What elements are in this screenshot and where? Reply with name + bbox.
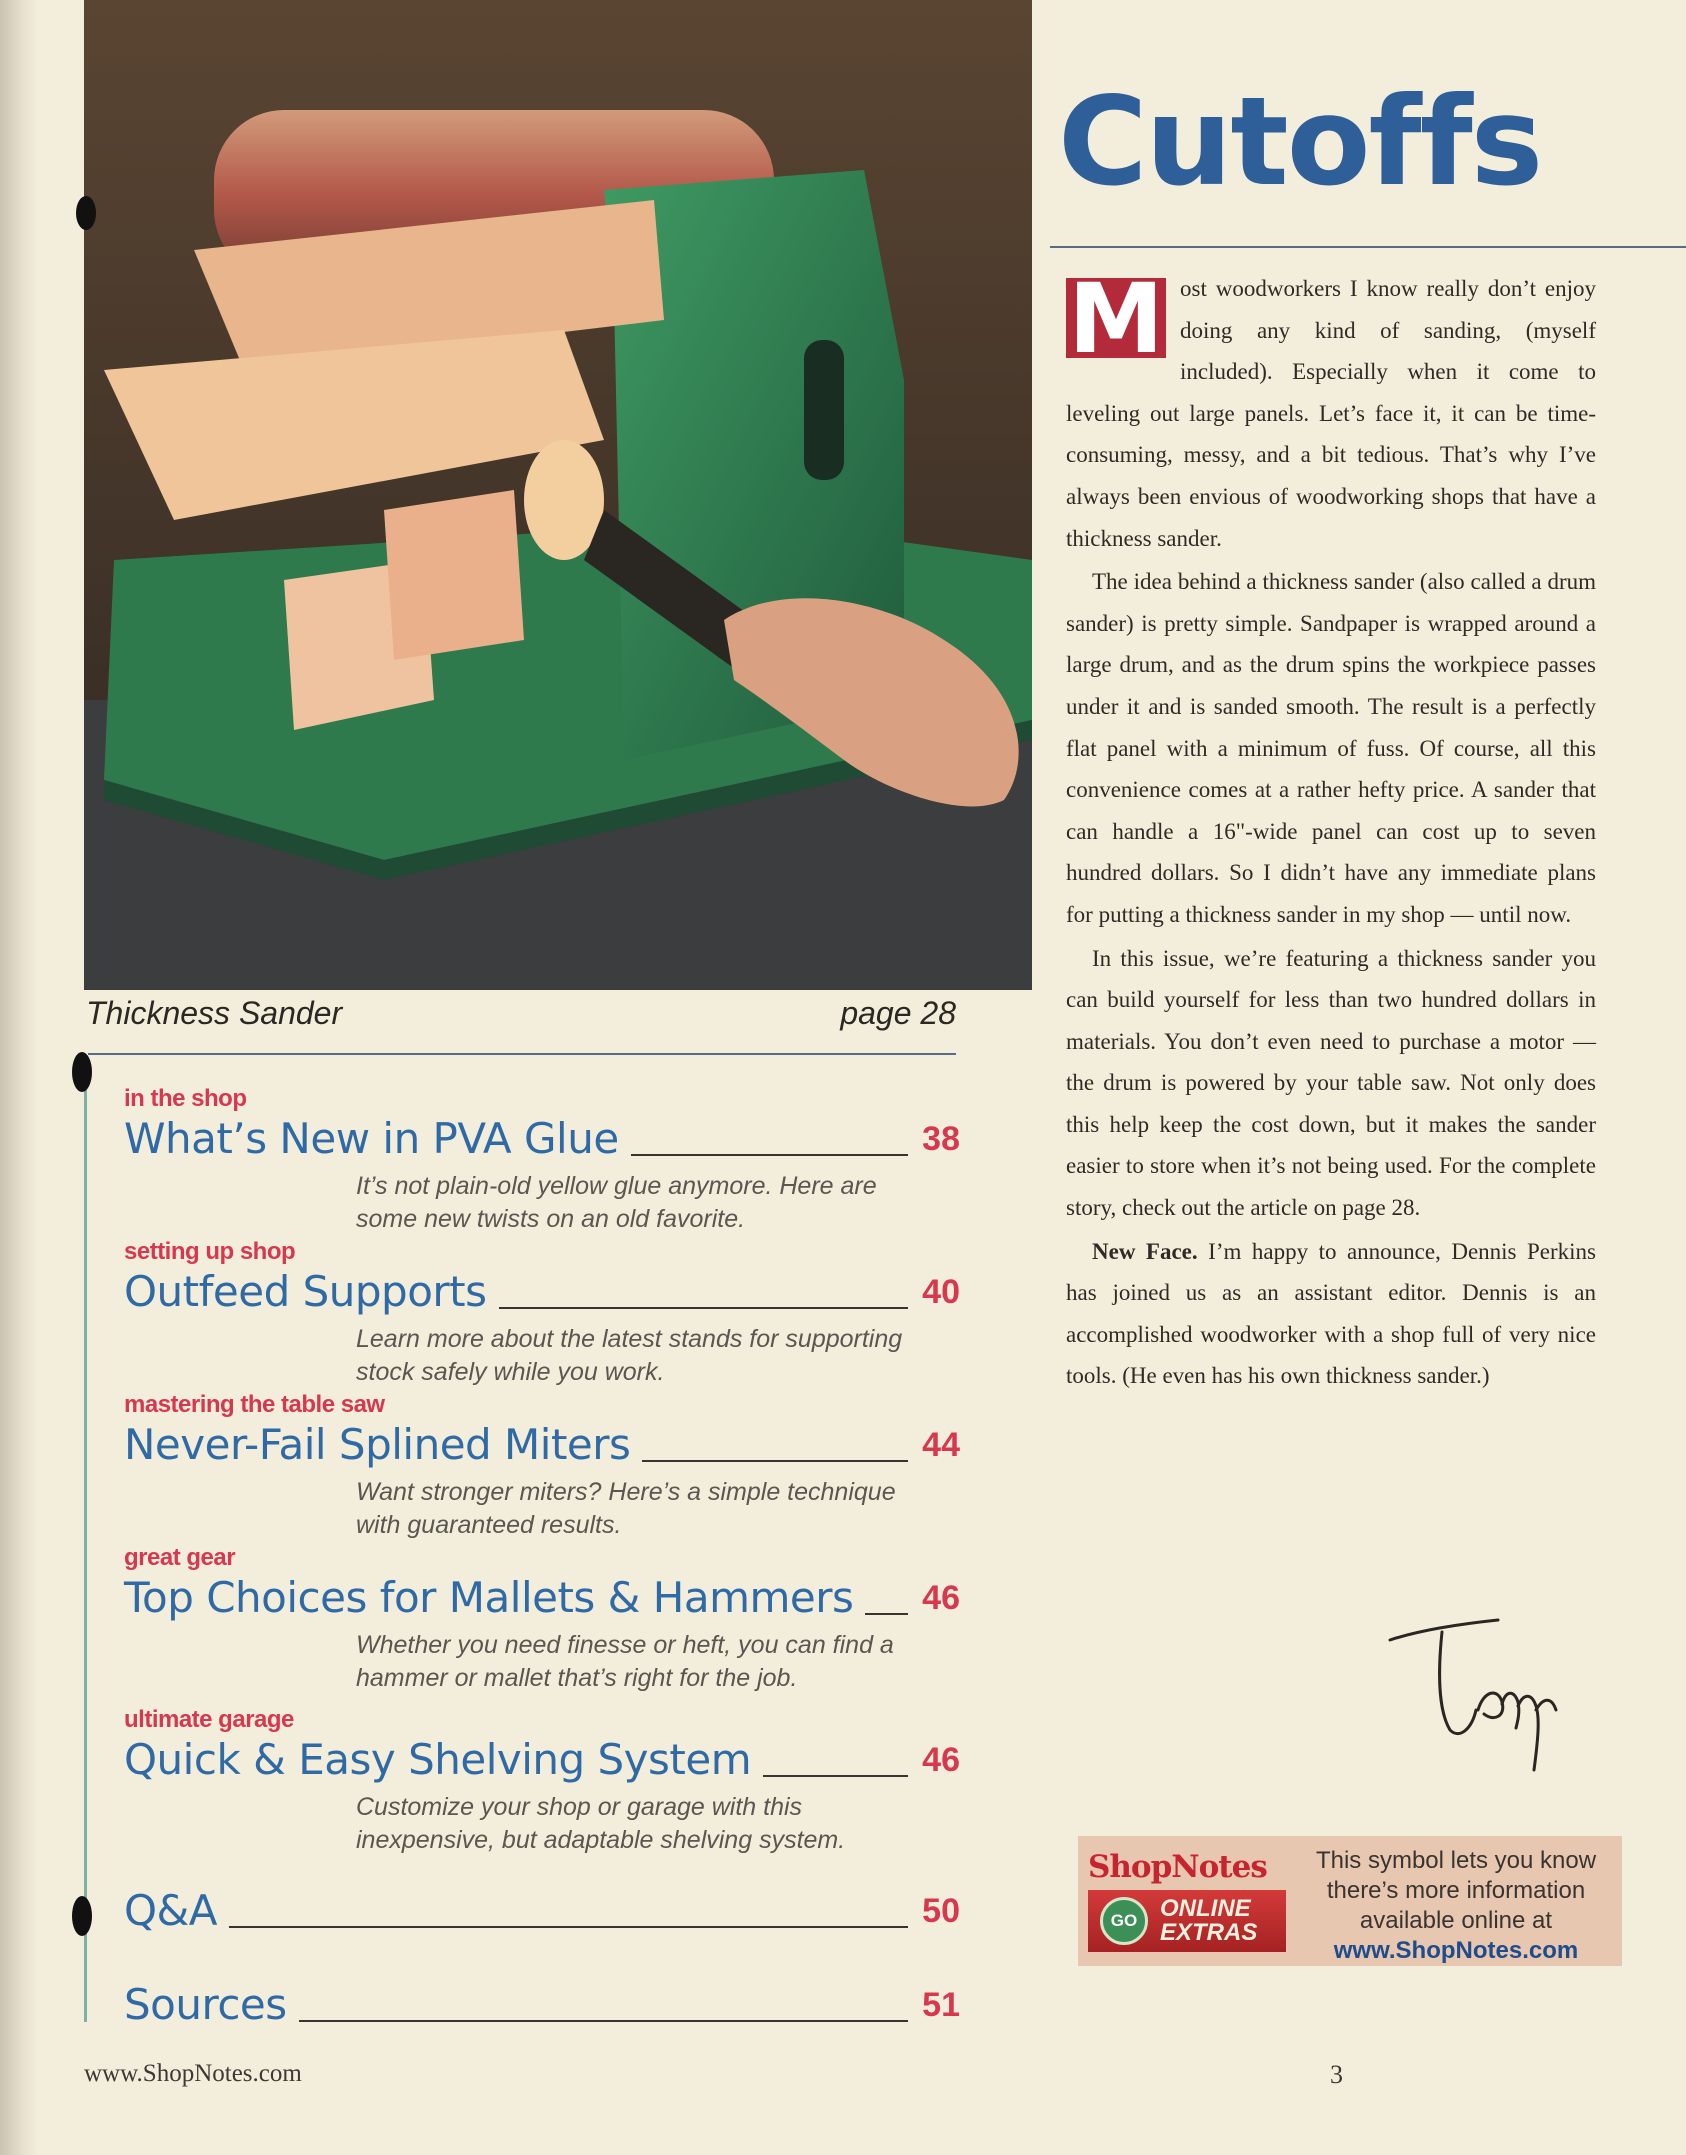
- go-icon: GO: [1100, 1897, 1148, 1945]
- leader-line: [499, 1307, 908, 1309]
- editorial-body: [1066, 263, 1596, 1399]
- toc-entry[interactable]: [124, 1886, 960, 1936]
- leader-line: [642, 1460, 908, 1462]
- toc-entry[interactable]: [124, 1705, 960, 1857]
- leader-line: [763, 1775, 908, 1777]
- toc-title[interactable]: Top Choices for Mallets & Hammers: [124, 1573, 854, 1622]
- folio-page-number: 3: [1330, 2060, 1343, 2089]
- promo-description: [1296, 1846, 1616, 1966]
- toc-entry[interactable]: [124, 1390, 960, 1542]
- page-spine-shadow: [0, 0, 38, 2155]
- photo-caption-page[interactable]: page 28: [840, 995, 956, 1031]
- toc-section-label: ultimate garage: [124, 1706, 294, 1733]
- shopnotes-online-extras-logo[interactable]: [1088, 1850, 1286, 1954]
- toc-page-number[interactable]: 38: [922, 1120, 960, 1158]
- toc-section-label: great gear: [124, 1544, 236, 1571]
- extras-line-2: EXTRAS: [1160, 1919, 1258, 1946]
- paragraph-3: In this issue, we’re featuring a thickness sander you can build yourself for less than two hundred dollars in materials. You don’t even need to purchase a motor — the drum is powered by your table saw. Not only does this help keep the cost down, but it makes the sander easier to store when it’s not being used. For the complete story, check out the article on page 28.: [1066, 945, 1596, 1221]
- shopnotes-wordmark: ShopNotes: [1088, 1849, 1267, 1885]
- binder-hole: [72, 1896, 92, 1936]
- toc-page-number[interactable]: 40: [922, 1273, 960, 1311]
- toc-page-number[interactable]: 46: [922, 1579, 960, 1617]
- toc-description: Learn more about the latest stands for supporting stock safely while you work.: [356, 1325, 903, 1386]
- toc-title[interactable]: Quick & Easy Shelving System: [124, 1735, 752, 1784]
- toc-title[interactable]: Never-Fail Splined Miters: [124, 1420, 631, 1469]
- toc-title[interactable]: What’s New in PVA Glue: [124, 1114, 619, 1163]
- toc-entry[interactable]: [124, 1980, 960, 2030]
- toc-section-label: setting up shop: [124, 1238, 296, 1265]
- toc-entry[interactable]: [124, 1084, 960, 1236]
- paragraph-4: I’m happy to announce, Dennis Perkins has joined us as an assistant editor. Dennis is an accomplished woodworker with a shop full of very nice tools. (He even has his own thickness sander.): [1066, 1238, 1596, 1389]
- editor-signature: [1380, 1610, 1580, 1790]
- toc-description: It’s not plain-old yellow glue anymore. Here are some new twists on an old favorite.: [356, 1172, 877, 1233]
- extras-line-1: ONLINE: [1160, 1895, 1251, 1922]
- toc-page-number[interactable]: 44: [922, 1426, 960, 1464]
- leader-line: [865, 1613, 908, 1615]
- toc-title[interactable]: Outfeed Supports: [124, 1267, 487, 1316]
- toc-section-label: in the shop: [124, 1085, 247, 1112]
- headline-rule: [1050, 246, 1686, 248]
- leader-line: [631, 1154, 908, 1156]
- thickness-sander-photo: [84, 0, 1032, 990]
- toc-page-number[interactable]: 51: [922, 1986, 960, 2024]
- online-extras-promo[interactable]: [1078, 1836, 1622, 1966]
- toc-section-label: mastering the table saw: [124, 1391, 385, 1418]
- promo-text: This symbol lets you know there’s more information available online at: [1315, 1847, 1597, 1934]
- leader-line: [229, 1926, 908, 1928]
- column-headline: Cutoffs: [1058, 71, 1542, 213]
- paragraph-2: The idea behind a thickness sander (also called a drum sander) is pretty simple. Sandpaper is wrapped around a large drum, and as the drum spins the workpiece passes under it and is sanded smooth. The result is a perfectly flat panel with a minimum of fuss. Of course, all this convenience comes at a rather hefty price. A sander that can handle a 16"-wide panel can cost up to seven hundred dollars. So I didn’t have any immediate plans for putting a thickness sander in my shop — until now.: [1066, 569, 1596, 927]
- paragraph-1: ost woodworkers I know really don’t enjoy doing any kind of sanding, (myself included). Especially when it come to leveling out large panels. Let’s face it, it can be time-consuming, messy, and a bit tedious. That’s why I’ve always been envious of woodworking shops that have a thickness sander.: [1066, 276, 1596, 551]
- toc-page-number[interactable]: 50: [922, 1892, 960, 1930]
- leader-line: [299, 2020, 908, 2022]
- toc-description: Whether you need finesse or heft, you can find a hammer or mallet that’s right for the job.: [356, 1631, 894, 1692]
- toc-accent-line: [84, 1060, 87, 2022]
- binder-hole: [76, 196, 96, 230]
- toc-description: Want stronger miters? Here’s a simple technique with guaranteed results.: [356, 1478, 896, 1539]
- footer-url[interactable]: www.ShopNotes.com: [84, 2060, 302, 2087]
- promo-url-link[interactable]: www.ShopNotes.com: [1333, 1937, 1579, 1964]
- toc-entry[interactable]: [124, 1543, 960, 1695]
- toc-page-number[interactable]: 46: [922, 1741, 960, 1779]
- toc-title[interactable]: Sources: [124, 1980, 287, 2029]
- toc-description: Customize your shop or garage with this inexpensive, but adaptable shelving system.: [356, 1793, 846, 1854]
- toc-divider: [88, 1053, 956, 1055]
- binder-hole: [72, 1052, 92, 1092]
- paragraph-4-lead: New Face.: [1092, 1238, 1198, 1264]
- toc-title[interactable]: Q&A: [124, 1886, 218, 1935]
- drop-cap: M: [1066, 278, 1166, 358]
- photo-caption-title: Thickness Sander: [86, 995, 343, 1031]
- toc-entry[interactable]: [124, 1237, 960, 1389]
